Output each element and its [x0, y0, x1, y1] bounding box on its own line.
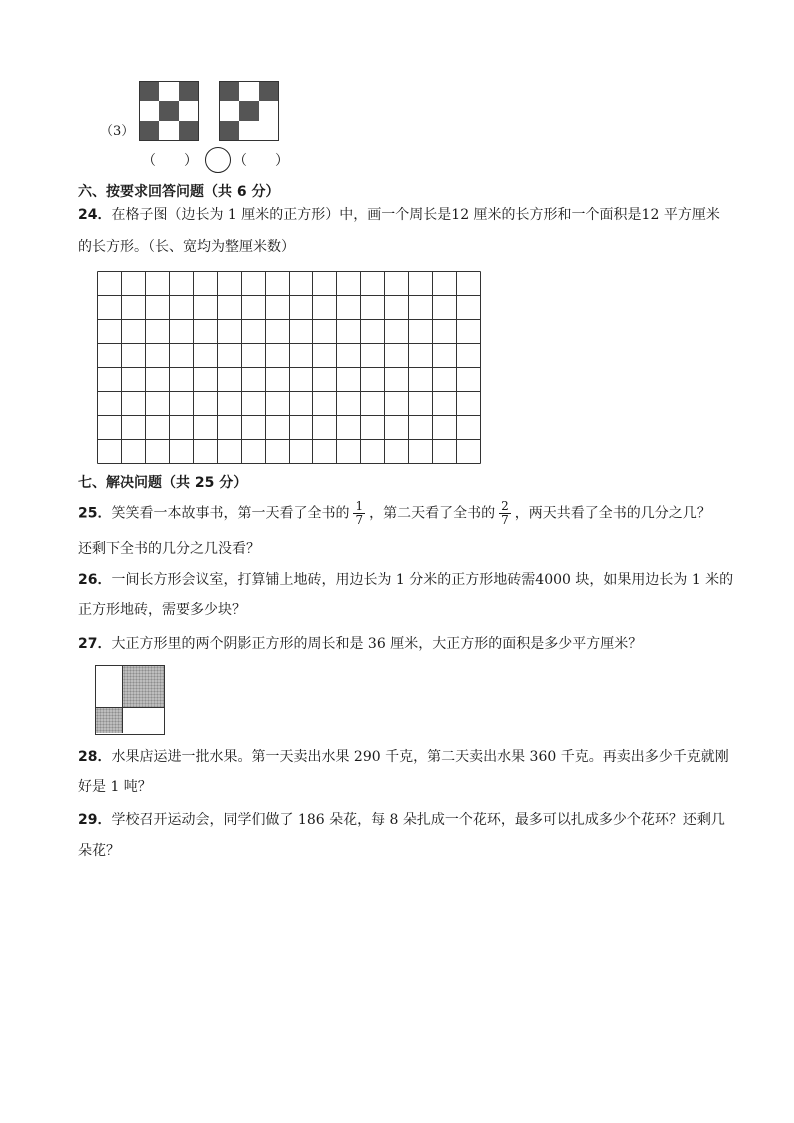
checker-cell — [220, 82, 239, 101]
q26-line1 — [78, 571, 733, 589]
q26-number: 26． — [78, 572, 112, 588]
checker-cell — [259, 82, 278, 101]
q27-number: 27． — [78, 636, 112, 652]
checkerboard-right — [219, 81, 279, 141]
q27-text1: 大正方形里的两个阴影正方形的周长和是 36 厘米，大正方形的面积是多少平方厘米？ — [111, 636, 643, 652]
fraction-denominator: 7 — [355, 513, 364, 527]
checker-cell — [159, 82, 178, 101]
checker-cell — [140, 121, 159, 140]
shaded-square-large — [122, 666, 164, 708]
checker-cell — [159, 121, 178, 140]
compare-circle[interactable] — [205, 147, 231, 173]
checker-cell — [220, 101, 239, 120]
fraction-two-sevenths — [499, 500, 511, 527]
q25-line1 — [78, 500, 711, 527]
checker-cell — [179, 101, 198, 120]
part3-label: （3） — [100, 124, 135, 139]
q29-line1 — [78, 811, 725, 829]
checker-cell — [179, 121, 198, 140]
q24-number: 24． — [78, 207, 112, 223]
answer-blank-right[interactable]: （ ） — [233, 153, 289, 169]
shaded-square-small — [96, 707, 123, 733]
q28-number: 28． — [78, 749, 112, 765]
q29-line2: 朵花？ — [78, 843, 120, 859]
fraction-one-seventh — [353, 500, 365, 527]
q28-line2: 好是 1 吨？ — [78, 779, 152, 795]
q25-number: 25． — [78, 505, 112, 522]
q25-text3: ，两天共看了全书的几分之几？ — [514, 505, 711, 522]
q24-line1 — [78, 206, 720, 224]
checker-cell — [239, 82, 258, 101]
q28-line1 — [78, 748, 729, 766]
q27-big-square-figure — [95, 665, 165, 735]
q26-text1: 一间长方形会议室，打算铺上地砖，用边长为 1 分米的正方形地砖需4000 块，如果用边长为 1 米的 — [111, 572, 734, 588]
q26-line2: 正方形地砖，需要多少块？ — [78, 602, 246, 618]
grid-paper[interactable] — [97, 271, 481, 464]
checker-cell — [239, 121, 258, 140]
q25-text2: ，第二天看了全书的 — [369, 505, 496, 522]
checker-cell — [140, 101, 159, 120]
checker-cell — [259, 101, 278, 120]
q27-line1 — [78, 635, 642, 653]
q29-number: 29． — [78, 812, 112, 828]
checker-cell — [159, 101, 178, 120]
fraction-denominator: 7 — [501, 513, 509, 527]
checkerboard-left — [139, 81, 199, 141]
fraction-numerator: 2 — [501, 499, 509, 513]
checker-cell — [259, 121, 278, 140]
q24-text1: 在格子图（边长为 1 厘米的正方形）中，画一个周长是12 厘米的长方形和一个面积是12 平方厘米 — [111, 207, 720, 223]
fraction-numerator: 1 — [355, 499, 364, 513]
section-7-heading: 七、解决问题（共 25 分） — [78, 475, 248, 491]
q29-text1: 学校召开运动会，同学们做了 186 朵花，每 8 朵扎成一个花环，最多可以扎成多少个花环？还剩几 — [111, 812, 725, 828]
q25-text1: 笑笑看一本故事书，第一天看了全书的 — [111, 505, 350, 522]
q24-line2: 的长方形。（长、宽均为整厘米数） — [78, 239, 295, 255]
checker-cell — [220, 121, 239, 140]
q25-line2: 还剩下全书的几分之几没看？ — [78, 541, 260, 557]
q28-text1: 水果店运进一批水果。第一天卖出水果 290 千克，第二天卖出水果 360 千克。再卖出多少千克就刚 — [111, 749, 729, 765]
section-6-heading: 六、按要求回答问题（共 6 分） — [78, 184, 280, 200]
answer-blank-left[interactable]: （ ） — [142, 153, 198, 169]
checker-cell — [179, 82, 198, 101]
checker-cell — [239, 101, 258, 120]
checker-cell — [140, 82, 159, 101]
